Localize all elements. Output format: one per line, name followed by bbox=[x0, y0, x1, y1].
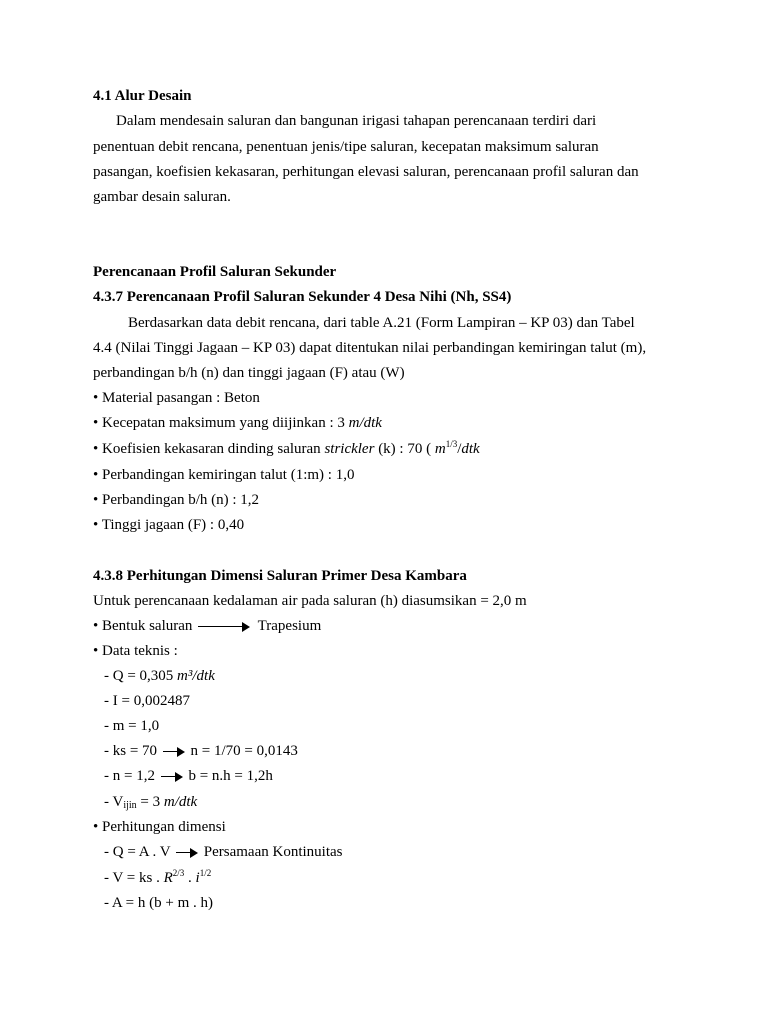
formula-velocity bbox=[104, 869, 211, 887]
formula-area: - A = h (b + m . h) bbox=[104, 895, 213, 911]
formula-r: R bbox=[163, 870, 173, 886]
roughness-dtk: dtk bbox=[461, 441, 480, 457]
section-heading-alur-desain: 4.1 Alur Desain bbox=[93, 88, 192, 104]
formula-continuity bbox=[104, 843, 343, 861]
velocity-unit: m/dtk bbox=[348, 415, 382, 431]
v-value: = 3 bbox=[136, 794, 164, 810]
ks-text: - ks = 70 bbox=[104, 743, 158, 759]
roughness-value: (k) : 70 ( bbox=[374, 441, 435, 457]
bullet-jagaan: • Tinggi jagaan (F) : 0,40 bbox=[93, 517, 245, 533]
paragraph-line: gambar desain saluran. bbox=[93, 189, 231, 205]
paragraph-line: 4.4 (Nilai Tinggi Jagaan – KP 03) dapat ditentukan nilai perbandingan kemiringan talut (m), bbox=[93, 340, 647, 356]
data-q bbox=[104, 667, 215, 685]
v-unit: m/dtk bbox=[163, 794, 198, 810]
q-unit: m³/dtk bbox=[177, 668, 215, 684]
subsection-heading-438: 4.3.8 Perhitungan Dimensi Saluran Primer Desa Kambara bbox=[93, 568, 467, 584]
continuity-text: - Q = A . V bbox=[104, 844, 171, 860]
roughness-m: m bbox=[434, 441, 446, 457]
data-n bbox=[104, 767, 273, 785]
v-text: - V bbox=[104, 794, 124, 810]
roughness-exponent: 1/3 bbox=[445, 439, 458, 449]
arrow-icon bbox=[198, 622, 250, 632]
bullet-perhitungan: • Perhitungan dimensi bbox=[93, 819, 226, 835]
bullet-talut: • Perbandingan kemiringan talut (1:m) : 1,0 bbox=[93, 467, 355, 483]
bullet-roughness bbox=[93, 440, 480, 458]
formula-dot: . bbox=[184, 870, 196, 886]
paragraph-line: Dalam mendesain saluran dan bangunan irigasi tahapan perencanaan terdiri dari bbox=[116, 113, 597, 129]
n-text: - n = 1,2 bbox=[104, 768, 155, 784]
bullet-shape bbox=[93, 617, 321, 635]
roughness-slash: / bbox=[457, 441, 462, 457]
bullet-material: • Material pasangan : Beton bbox=[93, 390, 260, 406]
ks-result: n = 1/70 = 0,0143 bbox=[190, 743, 298, 759]
n-result: b = n.h = 1,2h bbox=[188, 768, 273, 784]
arrow-icon bbox=[176, 848, 198, 858]
bullet-data-teknis: • Data teknis : bbox=[93, 643, 178, 659]
v-subscript: ijin bbox=[123, 800, 137, 811]
roughness-text: • Koefisien kekasaran dinding saluran bbox=[93, 441, 325, 457]
continuity-result: Persamaan Kontinuitas bbox=[203, 844, 343, 860]
paragraph-line: pasangan, koefisien kekasaran, perhitungan elevasi saluran, perencanaan profil saluran dan bbox=[93, 164, 639, 180]
subsection-heading-437: 4.3.7 Perencanaan Profil Saluran Sekunder 4 Desa Nihi (Nh, SS4) bbox=[93, 289, 512, 305]
section-heading-profil: Perencanaan Profil Saluran Sekunder bbox=[93, 264, 337, 280]
paragraph-line: perbandingan b/h (n) dan tinggi jagaan (F) atau (W) bbox=[93, 365, 405, 381]
data-ks bbox=[104, 742, 298, 760]
data-v-ijin bbox=[104, 793, 197, 811]
arrow-icon bbox=[163, 747, 185, 757]
roughness-strickler: strickler bbox=[324, 441, 375, 457]
bullet-velocity bbox=[93, 414, 382, 432]
velocity-text: - V = ks . bbox=[104, 870, 164, 886]
data-i: - I = 0,002487 bbox=[104, 693, 190, 709]
bullet-velocity-text: • Kecepatan maksimum yang diijinkan : 3 bbox=[93, 415, 349, 431]
paragraph-line: Untuk perencanaan kedalaman air pada saluran (h) diasumsikan = 2,0 m bbox=[93, 593, 527, 609]
formula-r-exponent: 2/3 bbox=[172, 868, 185, 878]
paragraph-line: Berdasarkan data debit rencana, dari table A.21 (Form Lampiran – KP 03) dan Tabel bbox=[128, 315, 635, 331]
shape-value: Trapesium bbox=[257, 618, 322, 634]
q-text: - Q = 0,305 bbox=[104, 668, 178, 684]
formula-i-exponent: 1/2 bbox=[199, 868, 212, 878]
shape-label: • Bentuk saluran bbox=[93, 618, 193, 634]
bullet-bh: • Perbandingan b/h (n) : 1,2 bbox=[93, 492, 260, 508]
formula-i: i bbox=[195, 870, 200, 886]
data-m: - m = 1,0 bbox=[104, 718, 160, 734]
arrow-icon bbox=[161, 772, 183, 782]
paragraph-line: penentuan debit rencana, penentuan jenis/tipe saluran, kecepatan maksimum saluran bbox=[93, 139, 599, 155]
